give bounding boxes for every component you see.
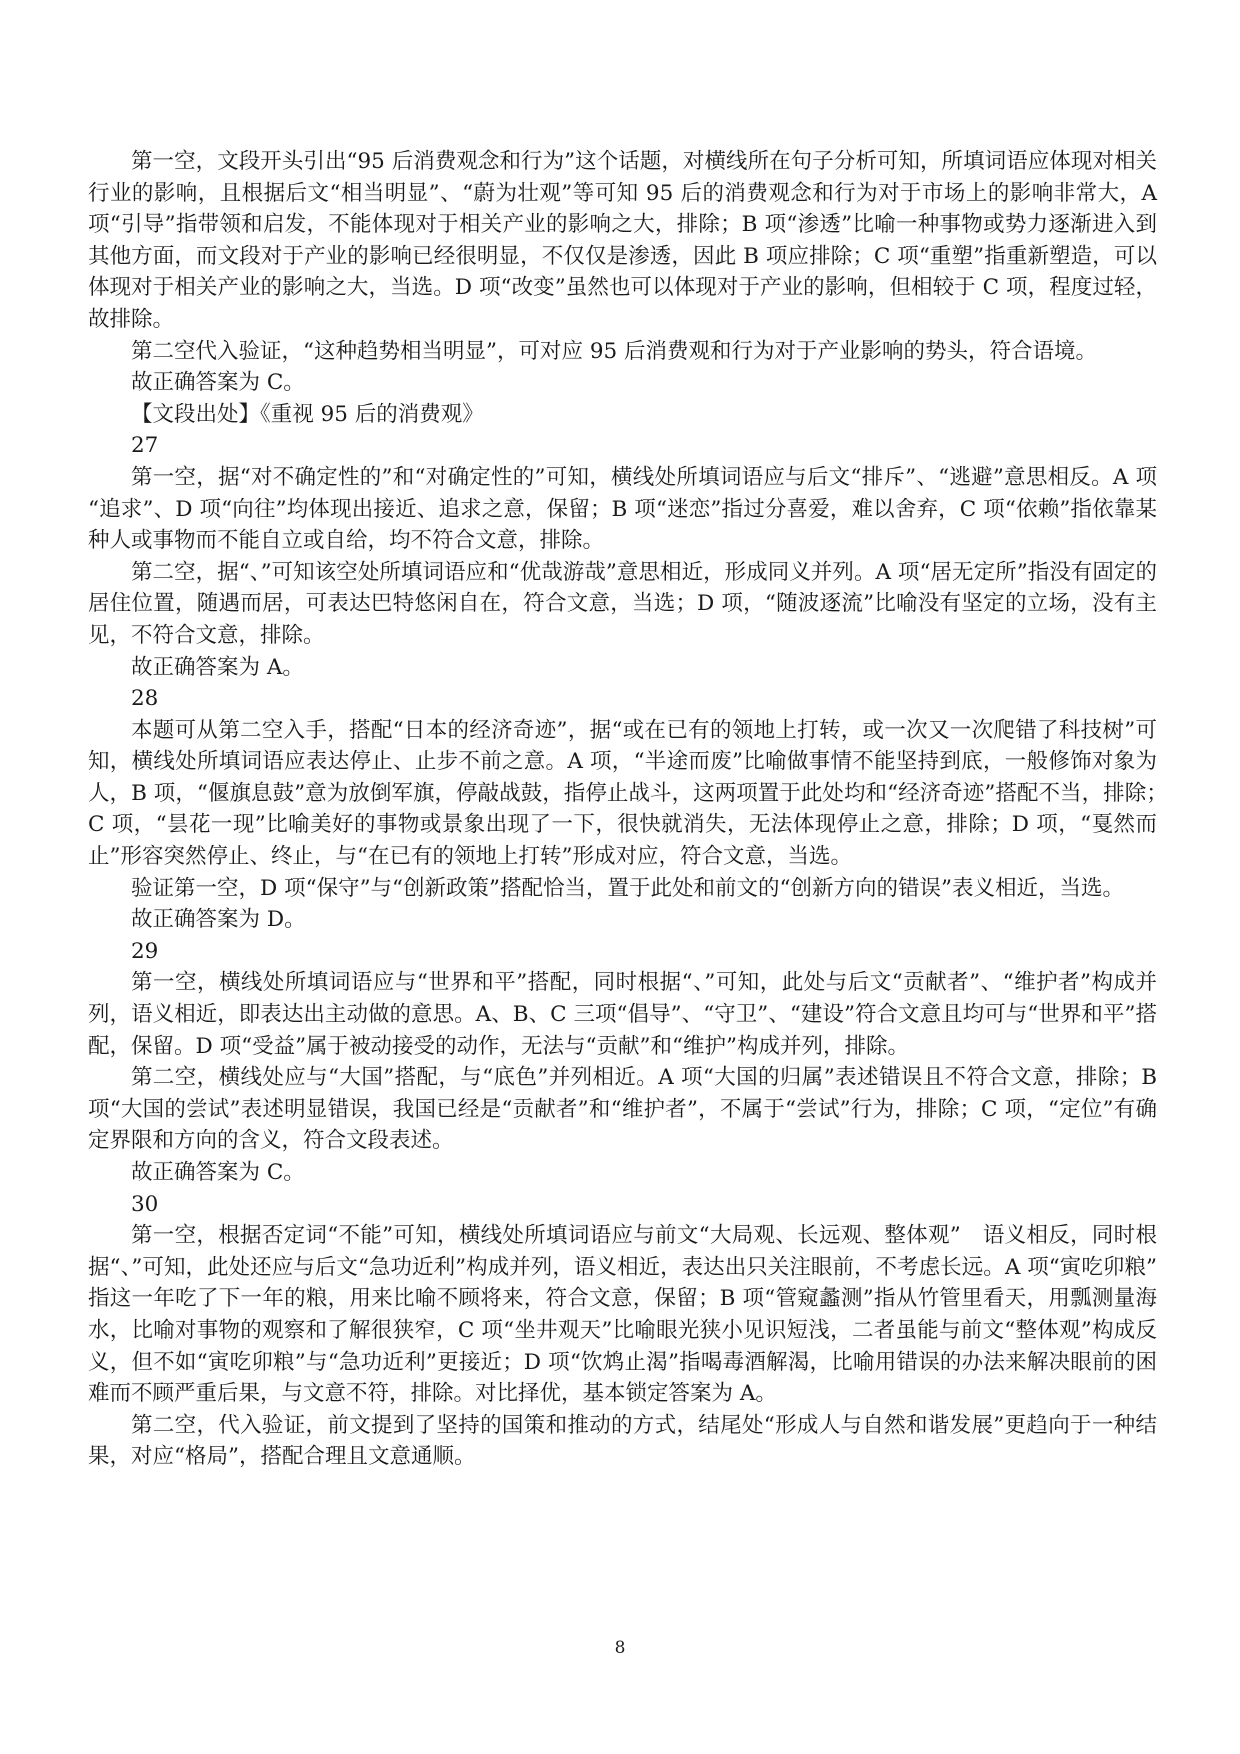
- body-paragraph: 第二空，据“、”可知该空处所填词语应和“优哉游哉”意思相近，形成同义并列。A 项“居无定所”指没有固定的居住位置，随遇而居，可表达巴特悠闲自在，符合文意，当选；D 项，“随波逐流”比喻没有坚定的立场，没有主见，不符合文意，排除。: [88, 559, 1157, 648]
- question-number: 27: [131, 433, 159, 459]
- body-paragraph: 第一空，横线处所填词语应与“世界和平”搭配，同时根据“、”可知，此处与后文“贡献者”、“维护者”构成并列，语义相近，即表达出主动做的意思。A、B、C 三项“倡导”、“守卫”、“建设”符合文意且均可与“世界和平”搭配，保留。D 项“受益”属于被动接受的动作，无法与“贡献”和“维护”构成并列，排除。: [88, 970, 1157, 1059]
- body-paragraph: 验证第一空，D 项“保守”与“创新政策”搭配恰当，置于此处和前文的“创新方向的错误”表义相近，当选。: [131, 875, 1125, 901]
- body-paragraph: 第一空，根据否定词“不能”可知，横线处所填词语应与前文“大局观、长远观、整体观” 语义相反，同时根据“、”可知，此处还应与后文“急功近利”构成并列，语义相近，表达出只关注眼前，不考虑长远。A 项“寅吃卯粮”指这一年吃了下一年的粮，用来比喻不顾将来，符合文意，保留；B 项“管窥蠡测”指从竹管里看天，用瓢测量海水，比喻对事物的观察和了解很狭窄，C 项“坐井观天”比喻眼光狭小见识短浅，二者虽能与前文“整体观”构成反义，但不如“寅吃卯粮”与“急功近利”更接近；D 项“饮鸩止渴”指喝毒酒解渴，比喻用错误的办法来解决眼前的困难而不顾严重后果，与文意不符，排除。对比择优，基本锁定答案为 A。: [88, 1223, 1157, 1407]
- body-paragraph: 第一空，文段开头引出“95 后消费观念和行为”这个话题，对横线所在句子分析可知，所填词语应体现对相关行业的影响，且根据后文“相当明显”、“蔚为壮观”等可知 95 后的消费观念和行为对于市场上的影响非常大，A 项“引导”指带领和启发，不能体现对于相关产业的影响之大，排除；B 项“渗透”比喻一种事物或势力逐渐进入到其他方面，而文段对于产业的影响已经很明显，不仅仅是渗透，因此 B 项应排除；C 项“重塑”指重新塑造，可以体现对于相关产业的影响之大，当选。D 项“改变”虽然也可以体现对于产业的影响，但相较于 C 项，程度过轻，故排除。: [88, 149, 1157, 332]
- answer-line: 故正确答案为 D。: [131, 907, 306, 933]
- answer-line: 故正确答案为 A。: [131, 654, 304, 680]
- answer-line: 故正确答案为 C。: [131, 1160, 305, 1185]
- body-paragraph: 第一空，据“对不确定性的”和“对确定性的”可知，横线处所填词语应与后文“排斥”、“逃避”意思相反。A 项“追求”、D 项“向往”均体现出接近、追求之意，保留；B 项“迷恋”指过分喜爱，难以舍弃，C 项“依赖”指依靠某种人或事物而不能自立或自给，均不符合文意，排除。: [88, 464, 1157, 554]
- document-body: [88, 146, 1179, 1473]
- question-number: 28: [131, 686, 159, 712]
- answer-line: 故正确答案为 C。: [131, 370, 305, 396]
- body-paragraph: 第二空，代入验证，前文提到了坚持的国策和推动的方式，结尾处“形成人与自然和谐发展”更趋向于一种结果，对应“格局”，搭配合理且文意通顺。: [88, 1412, 1157, 1470]
- body-paragraph: 第二空，横线处应与“大国”搭配，与“底色”并列相近。A 项“大国的归属”表述错误且不符合文意，排除；B 项“大国的尝试”表述明显错误，我国已经是“贡献者”和“维护者”，不属于“尝试”行为，排除；C 项，“定位”有确定界限和方向的含义，符合文段表述。: [88, 1065, 1157, 1154]
- body-paragraph: 第二空代入验证，“这种趋势相当明显”，可对应 95 后消费观和行为对于产业影响的势头，符合语境。: [131, 338, 1098, 364]
- body-paragraph: 本题可从第二空入手，搭配“日本的经济奇迹”，据“或在已有的领地上打转，或一次又一次爬错了科技树”可知，横线处所填词语应表达停止、止步不前之意。A 项，“半途而废”比喻做事情不能坚持到底，一般修饰对象为人，B 项，“偃旗息鼓”意为放倒军旗，停敲战鼓，指停止战斗，这两项置于此处均和“经济奇迹”搭配不当，排除； C 项，“昙花一现”比喻美好的事物或景象出现了一下，很快就消失，无法体现停止之意，排除；D 项，“戛然而止”形容突然停止、终止，与“在已有的领地上打转”形成对应，符合文意，当选。: [88, 717, 1179, 870]
- question-number: 30: [131, 1191, 159, 1217]
- source-line: 【文段出处】《重视 95 后的消费观》: [131, 401, 484, 427]
- page-number: 8: [614, 1638, 626, 1658]
- question-number: 29: [131, 938, 159, 964]
